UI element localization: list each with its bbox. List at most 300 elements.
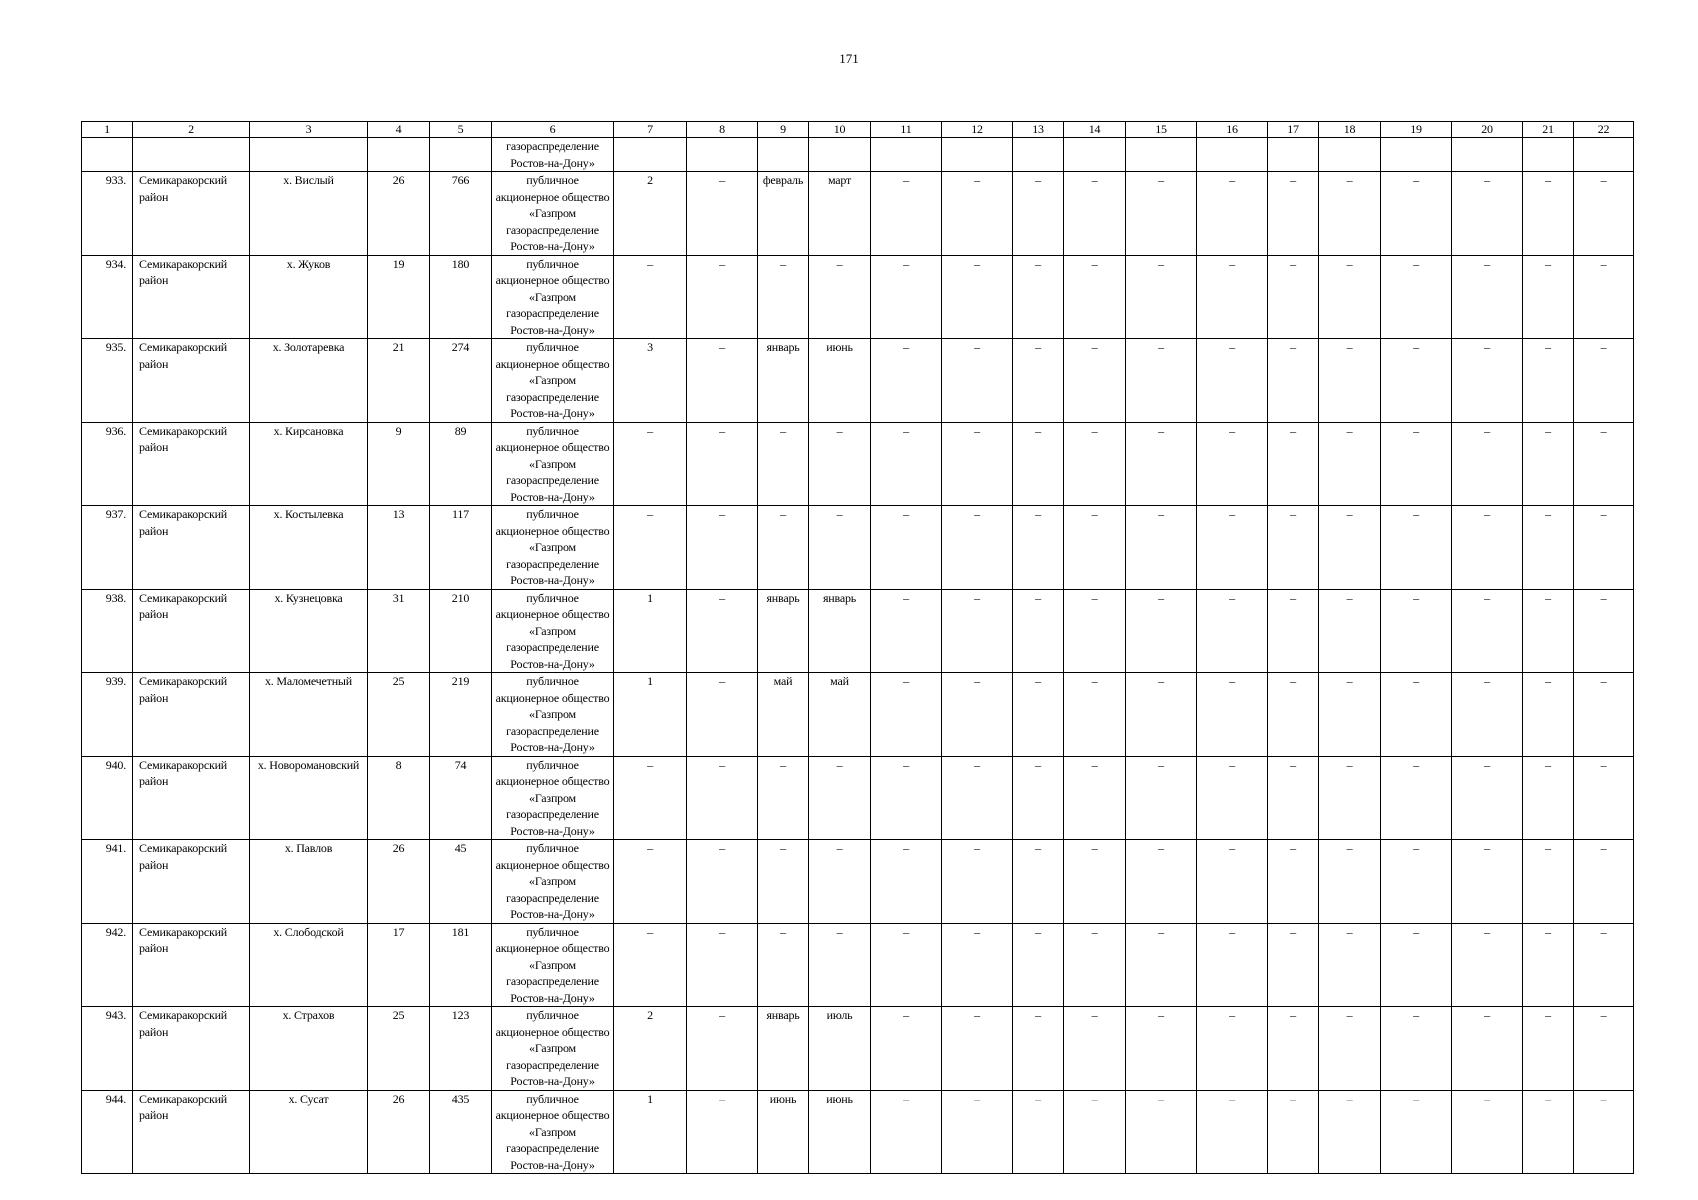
table-row xyxy=(82,422,1634,506)
column-header-10: 10 xyxy=(809,122,871,138)
column-number-row xyxy=(82,122,1634,138)
col-15-cell: – xyxy=(1126,339,1197,423)
district-cell: Семикаракорский район xyxy=(133,589,250,673)
district-cell: Семикаракорский район xyxy=(133,1090,250,1174)
col-13-cell: – xyxy=(1013,840,1064,924)
col-10-cell: – xyxy=(809,422,871,506)
col-7-cell: 2 xyxy=(614,1007,687,1091)
col-18-cell: – xyxy=(1319,422,1381,506)
column-header-15: 15 xyxy=(1126,122,1197,138)
col-12-cell: – xyxy=(942,589,1013,673)
column-header-7: 7 xyxy=(614,122,687,138)
col-5-cell: 210 xyxy=(430,589,492,673)
row-number: 939. xyxy=(82,673,133,757)
settlement-cell: х. Слободской xyxy=(250,923,368,1007)
col-13-cell: – xyxy=(1013,673,1064,757)
continuation-cell xyxy=(1268,138,1319,172)
continuation-cell xyxy=(871,138,942,172)
col-11-cell: – xyxy=(871,172,942,256)
col-14-cell: – xyxy=(1064,923,1126,1007)
column-header-21: 21 xyxy=(1523,122,1574,138)
col-4-cell: 25 xyxy=(368,1007,430,1091)
col-10-cell: – xyxy=(809,756,871,840)
continuation-cell xyxy=(1452,138,1523,172)
row-number: 941. xyxy=(82,840,133,924)
settlement-cell: х. Жуков xyxy=(250,255,368,339)
col-18-cell: – xyxy=(1319,673,1381,757)
organization-cell: публичное акционерное общество «Газпром газораспределение Ростов-на-Дону» xyxy=(492,1007,614,1091)
organization-cell: публичное акционерное общество «Газпром газораспределение Ростов-на-Дону» xyxy=(492,589,614,673)
col-12-cell: – xyxy=(942,756,1013,840)
col-11-cell: – xyxy=(871,673,942,757)
col-13-cell: – xyxy=(1013,255,1064,339)
col-15-cell: – xyxy=(1126,589,1197,673)
col-18-cell: – xyxy=(1319,840,1381,924)
col-15-cell: – xyxy=(1126,422,1197,506)
col-20-cell: – xyxy=(1452,339,1523,423)
row-number: 940. xyxy=(82,756,133,840)
col-17-cell: – xyxy=(1268,1090,1319,1174)
col-5-cell: 180 xyxy=(430,255,492,339)
table-row xyxy=(82,255,1634,339)
settlement-cell: х. Страхов xyxy=(250,1007,368,1091)
col-20-cell: – xyxy=(1452,506,1523,590)
col-5-cell: 89 xyxy=(430,422,492,506)
column-header-12: 12 xyxy=(942,122,1013,138)
col-9-cell: – xyxy=(758,840,809,924)
col-11-cell: – xyxy=(871,1007,942,1091)
col-12-cell: – xyxy=(942,422,1013,506)
settlement-cell: х. Вислый xyxy=(250,172,368,256)
continuation-cell xyxy=(133,138,250,172)
col-18-cell: – xyxy=(1319,506,1381,590)
col-14-cell: – xyxy=(1064,255,1126,339)
col-9-cell: май xyxy=(758,673,809,757)
organization-cell: публичное акционерное общество «Газпром газораспределение Ростов-на-Дону» xyxy=(492,756,614,840)
col-18-cell: – xyxy=(1319,255,1381,339)
col-22-cell: – xyxy=(1574,172,1634,256)
row-number: 938. xyxy=(82,589,133,673)
col-13-cell: – xyxy=(1013,339,1064,423)
column-header-11: 11 xyxy=(871,122,942,138)
organization-cell: публичное акционерное общество «Газпром газораспределение Ростов-на-Дону» xyxy=(492,1090,614,1174)
col-19-cell: – xyxy=(1381,339,1452,423)
continuation-cell xyxy=(1126,138,1197,172)
col-12-cell: – xyxy=(942,255,1013,339)
district-cell: Семикаракорский район xyxy=(133,339,250,423)
continuation-cell xyxy=(368,138,430,172)
col-4-cell: 26 xyxy=(368,840,430,924)
col-16-cell: – xyxy=(1197,589,1268,673)
col-4-cell: 31 xyxy=(368,589,430,673)
col-8-cell: – xyxy=(687,255,758,339)
col-10-cell: – xyxy=(809,506,871,590)
col-21-cell: – xyxy=(1523,339,1574,423)
table-row xyxy=(82,339,1634,423)
col-10-cell: – xyxy=(809,923,871,1007)
col-12-cell: – xyxy=(942,1007,1013,1091)
column-header-1: 1 xyxy=(82,122,133,138)
col-17-cell: – xyxy=(1268,506,1319,590)
continuation-cell xyxy=(687,138,758,172)
col-21-cell: – xyxy=(1523,756,1574,840)
col-16-cell: – xyxy=(1197,923,1268,1007)
col-20-cell: – xyxy=(1452,422,1523,506)
col-15-cell: – xyxy=(1126,756,1197,840)
col-12-cell: – xyxy=(942,673,1013,757)
row-number: 935. xyxy=(82,339,133,423)
col-14-cell: – xyxy=(1064,172,1126,256)
col-8-cell: – xyxy=(687,422,758,506)
col-20-cell: – xyxy=(1452,923,1523,1007)
col-22-cell: – xyxy=(1574,506,1634,590)
col-21-cell: – xyxy=(1523,255,1574,339)
col-18-cell: – xyxy=(1319,1007,1381,1091)
col-13-cell: – xyxy=(1013,1007,1064,1091)
column-header-14: 14 xyxy=(1064,122,1126,138)
col-9-cell: – xyxy=(758,506,809,590)
col-12-cell: – xyxy=(942,840,1013,924)
settlement-cell: х. Новоромановский xyxy=(250,756,368,840)
col-11-cell: – xyxy=(871,1090,942,1174)
table-row xyxy=(82,923,1634,1007)
continuation-cell xyxy=(1319,138,1381,172)
district-cell: Семикаракорский район xyxy=(133,673,250,757)
col-21-cell: – xyxy=(1523,1090,1574,1174)
col-8-cell: – xyxy=(687,339,758,423)
continuation-cell xyxy=(430,138,492,172)
col-15-cell: – xyxy=(1126,673,1197,757)
col-20-cell: – xyxy=(1452,589,1523,673)
col-21-cell: – xyxy=(1523,673,1574,757)
row-number: 934. xyxy=(82,255,133,339)
column-header-13: 13 xyxy=(1013,122,1064,138)
col-22-cell: – xyxy=(1574,840,1634,924)
col-19-cell: – xyxy=(1381,422,1452,506)
column-header-2: 2 xyxy=(133,122,250,138)
table-row xyxy=(82,589,1634,673)
continuation-cell: газораспределение Ростов-на-Дону» xyxy=(492,138,614,172)
col-14-cell: – xyxy=(1064,1090,1126,1174)
col-21-cell: – xyxy=(1523,1007,1574,1091)
col-12-cell: – xyxy=(942,506,1013,590)
col-4-cell: 13 xyxy=(368,506,430,590)
district-cell: Семикаракорский район xyxy=(133,756,250,840)
col-10-cell: – xyxy=(809,255,871,339)
col-18-cell: – xyxy=(1319,172,1381,256)
table-row xyxy=(82,673,1634,757)
settlement-cell: х. Павлов xyxy=(250,840,368,924)
col-16-cell: – xyxy=(1197,1007,1268,1091)
col-22-cell: – xyxy=(1574,673,1634,757)
col-22-cell: – xyxy=(1574,756,1634,840)
col-22-cell: – xyxy=(1574,255,1634,339)
continuation-cell xyxy=(1197,138,1268,172)
col-21-cell: – xyxy=(1523,172,1574,256)
col-12-cell: – xyxy=(942,172,1013,256)
col-15-cell: – xyxy=(1126,172,1197,256)
col-5-cell: 181 xyxy=(430,923,492,1007)
col-11-cell: – xyxy=(871,923,942,1007)
col-14-cell: – xyxy=(1064,339,1126,423)
col-14-cell: – xyxy=(1064,422,1126,506)
col-13-cell: – xyxy=(1013,506,1064,590)
district-cell: Семикаракорский район xyxy=(133,172,250,256)
col-17-cell: – xyxy=(1268,673,1319,757)
col-19-cell: – xyxy=(1381,506,1452,590)
col-10-cell: май xyxy=(809,673,871,757)
col-7-cell: – xyxy=(614,506,687,590)
col-15-cell: – xyxy=(1126,1090,1197,1174)
continuation-cell xyxy=(614,138,687,172)
col-9-cell: январь xyxy=(758,339,809,423)
settlement-cell: х. Сусат xyxy=(250,1090,368,1174)
district-cell: Семикаракорский район xyxy=(133,1007,250,1091)
col-15-cell: – xyxy=(1126,1007,1197,1091)
col-12-cell: – xyxy=(942,339,1013,423)
col-14-cell: – xyxy=(1064,840,1126,924)
column-header-9: 9 xyxy=(758,122,809,138)
continuation-row xyxy=(82,138,1634,172)
col-18-cell: – xyxy=(1319,339,1381,423)
col-11-cell: – xyxy=(871,422,942,506)
col-22-cell: – xyxy=(1574,339,1634,423)
organization-cell: публичное акционерное общество «Газпром газораспределение Ростов-на-Дону» xyxy=(492,506,614,590)
col-22-cell: – xyxy=(1574,422,1634,506)
col-16-cell: – xyxy=(1197,1090,1268,1174)
col-9-cell: – xyxy=(758,255,809,339)
column-header-18: 18 xyxy=(1319,122,1381,138)
col-11-cell: – xyxy=(871,840,942,924)
district-cell: Семикаракорский район xyxy=(133,923,250,1007)
col-19-cell: – xyxy=(1381,840,1452,924)
col-5-cell: 435 xyxy=(430,1090,492,1174)
col-16-cell: – xyxy=(1197,840,1268,924)
col-8-cell: – xyxy=(687,840,758,924)
col-9-cell: февраль xyxy=(758,172,809,256)
col-17-cell: – xyxy=(1268,339,1319,423)
continuation-cell xyxy=(758,138,809,172)
table-row xyxy=(82,1007,1634,1091)
row-number: 937. xyxy=(82,506,133,590)
col-8-cell: – xyxy=(687,506,758,590)
col-7-cell: 1 xyxy=(614,1090,687,1174)
col-4-cell: 25 xyxy=(368,673,430,757)
col-8-cell: – xyxy=(687,589,758,673)
column-header-20: 20 xyxy=(1452,122,1523,138)
col-16-cell: – xyxy=(1197,756,1268,840)
col-22-cell: – xyxy=(1574,923,1634,1007)
district-cell: Семикаракорский район xyxy=(133,422,250,506)
column-header-4: 4 xyxy=(368,122,430,138)
col-17-cell: – xyxy=(1268,756,1319,840)
col-22-cell: – xyxy=(1574,1090,1634,1174)
col-19-cell: – xyxy=(1381,1007,1452,1091)
col-8-cell: – xyxy=(687,923,758,1007)
col-19-cell: – xyxy=(1381,673,1452,757)
col-4-cell: 8 xyxy=(368,756,430,840)
organization-cell: публичное акционерное общество «Газпром газораспределение Ростов-на-Дону» xyxy=(492,422,614,506)
col-10-cell: март xyxy=(809,172,871,256)
col-18-cell: – xyxy=(1319,1090,1381,1174)
continuation-cell xyxy=(1064,138,1126,172)
col-20-cell: – xyxy=(1452,172,1523,256)
col-14-cell: – xyxy=(1064,506,1126,590)
col-19-cell: – xyxy=(1381,756,1452,840)
col-15-cell: – xyxy=(1126,840,1197,924)
column-header-17: 17 xyxy=(1268,122,1319,138)
col-5-cell: 274 xyxy=(430,339,492,423)
table-row xyxy=(82,756,1634,840)
settlement-cell: х. Костылевка xyxy=(250,506,368,590)
col-4-cell: 17 xyxy=(368,923,430,1007)
col-10-cell: – xyxy=(809,840,871,924)
col-13-cell: – xyxy=(1013,756,1064,840)
settlement-cell: х. Маломечетный xyxy=(250,673,368,757)
col-7-cell: – xyxy=(614,422,687,506)
organization-cell: публичное акционерное общество «Газпром газораспределение Ростов-на-Дону» xyxy=(492,923,614,1007)
column-header-16: 16 xyxy=(1197,122,1268,138)
col-10-cell: январь xyxy=(809,589,871,673)
col-17-cell: – xyxy=(1268,589,1319,673)
continuation-cell xyxy=(1013,138,1064,172)
district-cell: Семикаракорский район xyxy=(133,506,250,590)
col-22-cell: – xyxy=(1574,1007,1634,1091)
col-7-cell: 3 xyxy=(614,339,687,423)
table-row xyxy=(82,1090,1634,1174)
col-15-cell: – xyxy=(1126,923,1197,1007)
district-cell: Семикаракорский район xyxy=(133,255,250,339)
settlement-cell: х. Золотаревка xyxy=(250,339,368,423)
col-9-cell: январь xyxy=(758,1007,809,1091)
col-8-cell: – xyxy=(687,756,758,840)
col-17-cell: – xyxy=(1268,840,1319,924)
col-10-cell: июнь xyxy=(809,339,871,423)
col-5-cell: 117 xyxy=(430,506,492,590)
col-11-cell: – xyxy=(871,506,942,590)
continuation-cell xyxy=(942,138,1013,172)
row-number: 933. xyxy=(82,172,133,256)
table-row xyxy=(82,506,1634,590)
col-11-cell: – xyxy=(871,339,942,423)
col-20-cell: – xyxy=(1452,255,1523,339)
col-4-cell: 9 xyxy=(368,422,430,506)
col-14-cell: – xyxy=(1064,756,1126,840)
col-19-cell: – xyxy=(1381,923,1452,1007)
col-7-cell: – xyxy=(614,756,687,840)
col-13-cell: – xyxy=(1013,589,1064,673)
col-8-cell: – xyxy=(687,673,758,757)
col-20-cell: – xyxy=(1452,1090,1523,1174)
col-13-cell: – xyxy=(1013,923,1064,1007)
col-5-cell: 123 xyxy=(430,1007,492,1091)
col-15-cell: – xyxy=(1126,255,1197,339)
table-body xyxy=(82,122,1634,1174)
col-13-cell: – xyxy=(1013,422,1064,506)
col-17-cell: – xyxy=(1268,255,1319,339)
col-9-cell: – xyxy=(758,756,809,840)
organization-cell: публичное акционерное общество «Газпром газораспределение Ростов-на-Дону» xyxy=(492,172,614,256)
col-21-cell: – xyxy=(1523,923,1574,1007)
col-16-cell: – xyxy=(1197,673,1268,757)
col-9-cell: июнь xyxy=(758,1090,809,1174)
col-15-cell: – xyxy=(1126,506,1197,590)
col-17-cell: – xyxy=(1268,1007,1319,1091)
col-10-cell: июль xyxy=(809,1007,871,1091)
column-header-8: 8 xyxy=(687,122,758,138)
col-19-cell: – xyxy=(1381,172,1452,256)
continuation-cell xyxy=(82,138,133,172)
col-5-cell: 74 xyxy=(430,756,492,840)
col-14-cell: – xyxy=(1064,589,1126,673)
continuation-cell xyxy=(1381,138,1452,172)
district-cell: Семикаракорский район xyxy=(133,840,250,924)
col-5-cell: 45 xyxy=(430,840,492,924)
page-number: 171 xyxy=(839,51,859,66)
col-16-cell: – xyxy=(1197,172,1268,256)
col-21-cell: – xyxy=(1523,840,1574,924)
col-7-cell: 1 xyxy=(614,589,687,673)
col-7-cell: – xyxy=(614,840,687,924)
col-20-cell: – xyxy=(1452,673,1523,757)
col-7-cell: – xyxy=(614,923,687,1007)
col-19-cell: – xyxy=(1381,1090,1452,1174)
table-row xyxy=(82,172,1634,256)
col-4-cell: 26 xyxy=(368,1090,430,1174)
col-8-cell: – xyxy=(687,1007,758,1091)
settlement-cell: х. Кирсановка xyxy=(250,422,368,506)
col-7-cell: 1 xyxy=(614,673,687,757)
col-12-cell: – xyxy=(942,1090,1013,1174)
continuation-cell xyxy=(809,138,871,172)
col-8-cell: – xyxy=(687,172,758,256)
col-4-cell: 19 xyxy=(368,255,430,339)
col-9-cell: – xyxy=(758,422,809,506)
col-20-cell: – xyxy=(1452,840,1523,924)
col-9-cell: январь xyxy=(758,589,809,673)
col-17-cell: – xyxy=(1268,172,1319,256)
col-13-cell: – xyxy=(1013,1090,1064,1174)
col-12-cell: – xyxy=(942,923,1013,1007)
col-14-cell: – xyxy=(1064,673,1126,757)
row-number: 944. xyxy=(82,1090,133,1174)
col-20-cell: – xyxy=(1452,756,1523,840)
table-row xyxy=(82,840,1634,924)
col-5-cell: 766 xyxy=(430,172,492,256)
col-16-cell: – xyxy=(1197,339,1268,423)
column-header-22: 22 xyxy=(1574,122,1634,138)
col-18-cell: – xyxy=(1319,589,1381,673)
col-4-cell: 21 xyxy=(368,339,430,423)
column-header-19: 19 xyxy=(1381,122,1452,138)
col-18-cell: – xyxy=(1319,923,1381,1007)
column-header-3: 3 xyxy=(250,122,368,138)
row-number: 936. xyxy=(82,422,133,506)
col-7-cell: 2 xyxy=(614,172,687,256)
column-header-6: 6 xyxy=(492,122,614,138)
organization-cell: публичное акционерное общество «Газпром газораспределение Ростов-на-Дону» xyxy=(492,255,614,339)
col-16-cell: – xyxy=(1197,422,1268,506)
data-table xyxy=(81,121,1634,1174)
row-number: 943. xyxy=(82,1007,133,1091)
continuation-cell xyxy=(250,138,368,172)
col-20-cell: – xyxy=(1452,1007,1523,1091)
col-9-cell: – xyxy=(758,923,809,1007)
col-19-cell: – xyxy=(1381,255,1452,339)
col-7-cell: – xyxy=(614,255,687,339)
col-4-cell: 26 xyxy=(368,172,430,256)
col-18-cell: – xyxy=(1319,756,1381,840)
